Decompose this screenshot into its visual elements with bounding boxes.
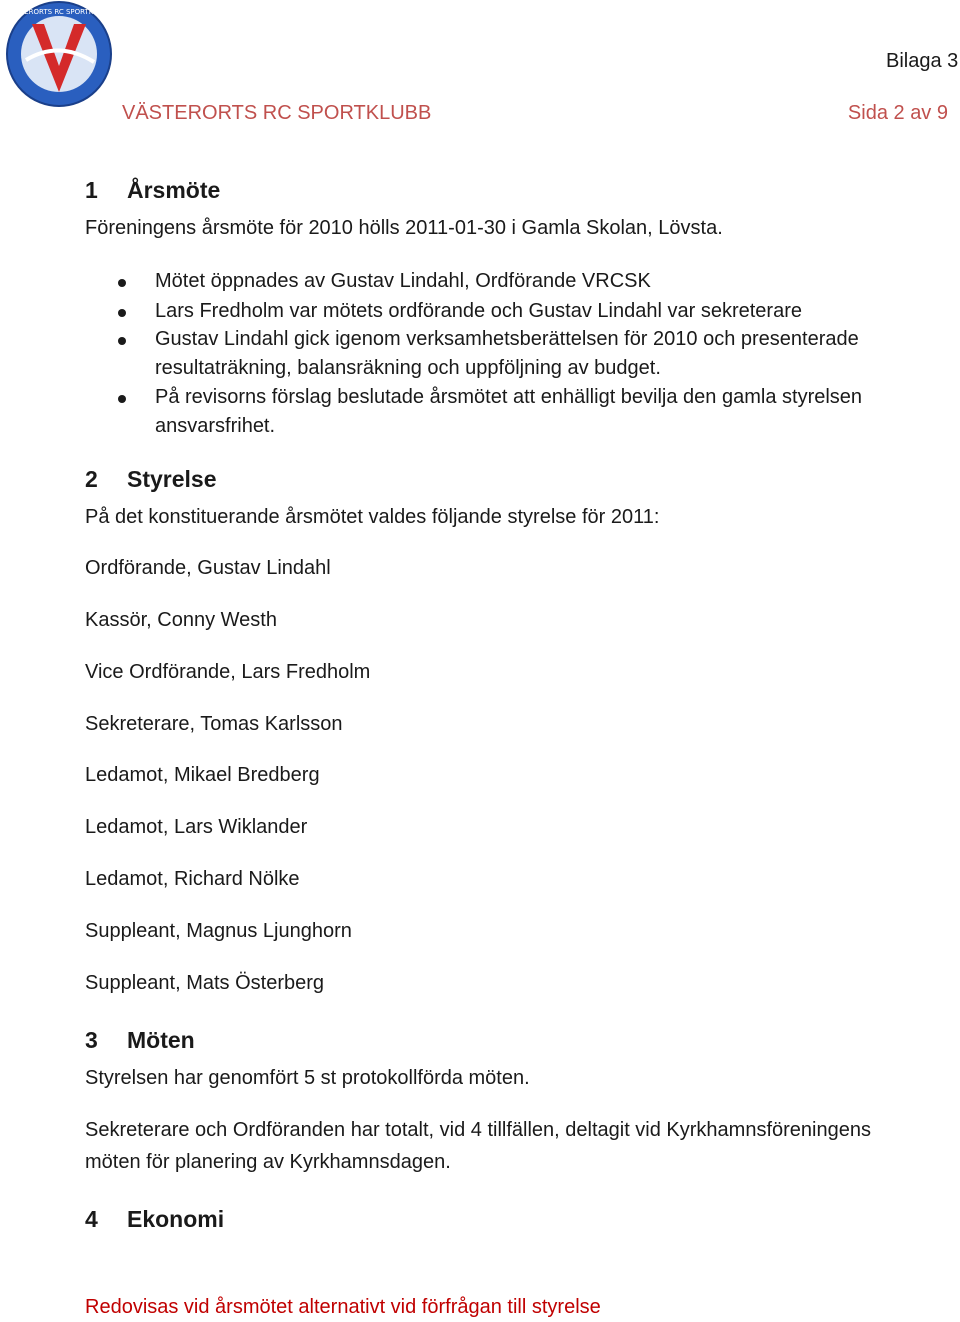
paragraph-cont: möten för planering av Kyrkhamnsdagen. bbox=[85, 1151, 451, 1173]
club-name: VÄSTERORTS RC SPORTKLUBB bbox=[122, 102, 432, 124]
bullet-item: Lars Fredholm var mötets ordförande och Gustav Lindahl var sekreterare bbox=[155, 300, 802, 322]
section-title: Årsmöte bbox=[127, 177, 221, 203]
bullet-item-cont: resultaträkning, balansräkning och uppföljning av budget. bbox=[155, 357, 661, 379]
page-number: Sida 2 av 9 bbox=[847, 102, 948, 124]
section-number: 3 bbox=[85, 1027, 98, 1053]
board-member: Ordförande, Gustav Lindahl bbox=[85, 557, 331, 579]
bullet-icon bbox=[118, 279, 126, 287]
section-heading-moten bbox=[85, 1027, 195, 1054]
bullet-icon bbox=[118, 395, 126, 403]
board-member: Vice Ordförande, Lars Fredholm bbox=[85, 661, 371, 683]
bullet-item-cont: ansvarsfrihet. bbox=[155, 415, 276, 437]
board-member: Ledamot, Mikael Bredberg bbox=[85, 764, 320, 786]
paragraph: Styrelsen har genomfört 5 st protokollförda möten. bbox=[85, 1067, 530, 1089]
board-member: Sekreterare, Tomas Karlsson bbox=[85, 713, 343, 735]
paragraph: Sekreterare och Ordföranden har totalt, vid 4 tillfällen, deltagit vid Kyrkhamnsföreningens bbox=[85, 1119, 871, 1141]
club-logo bbox=[2, 0, 116, 108]
section-intro: Föreningens årsmöte för 2010 hölls 2011-01-30 i Gamla Skolan, Lövsta. bbox=[85, 217, 723, 239]
bullet-item: Gustav Lindahl gick igenom verksamhetsberättelsen för 2010 och presenterade bbox=[155, 328, 859, 350]
section-title: Styrelse bbox=[127, 466, 217, 492]
section-heading-ekonomi bbox=[85, 1206, 224, 1233]
section-title: Möten bbox=[127, 1027, 195, 1053]
bullet-icon bbox=[118, 309, 126, 317]
board-member: Suppleant, Mats Österberg bbox=[85, 972, 325, 994]
svg-text:VÄSTERORTS RC SPORTKLUBB: VÄSTERORTS RC SPORTKLUBB bbox=[6, 8, 112, 16]
section-number: 4 bbox=[85, 1206, 98, 1232]
section-title: Ekonomi bbox=[127, 1206, 225, 1232]
board-member: Ledamot, Lars Wiklander bbox=[85, 816, 308, 838]
board-member: Suppleant, Magnus Ljunghorn bbox=[85, 920, 352, 942]
attachment-label: Bilaga 3 bbox=[886, 50, 959, 72]
section-number: 2 bbox=[85, 466, 98, 492]
bullet-item: Mötet öppnades av Gustav Lindahl, Ordförande VRCSK bbox=[155, 270, 651, 292]
section-number: 1 bbox=[85, 177, 98, 203]
section-heading-arsmote bbox=[85, 177, 220, 204]
board-member: Ledamot, Richard Nölke bbox=[85, 868, 300, 890]
footer-note: Redovisas vid årsmötet alternativt vid förfrågan till styrelse bbox=[85, 1296, 601, 1318]
section-intro: På det konstituerande årsmötet valdes följande styrelse för 2011: bbox=[85, 506, 660, 528]
bullet-icon bbox=[118, 337, 126, 345]
bullet-item: På revisorns förslag beslutade årsmötet att enhälligt bevilja den gamla styrelsen bbox=[155, 386, 863, 408]
section-heading-styrelse bbox=[85, 466, 217, 493]
board-member: Kassör, Conny Westh bbox=[85, 609, 277, 631]
